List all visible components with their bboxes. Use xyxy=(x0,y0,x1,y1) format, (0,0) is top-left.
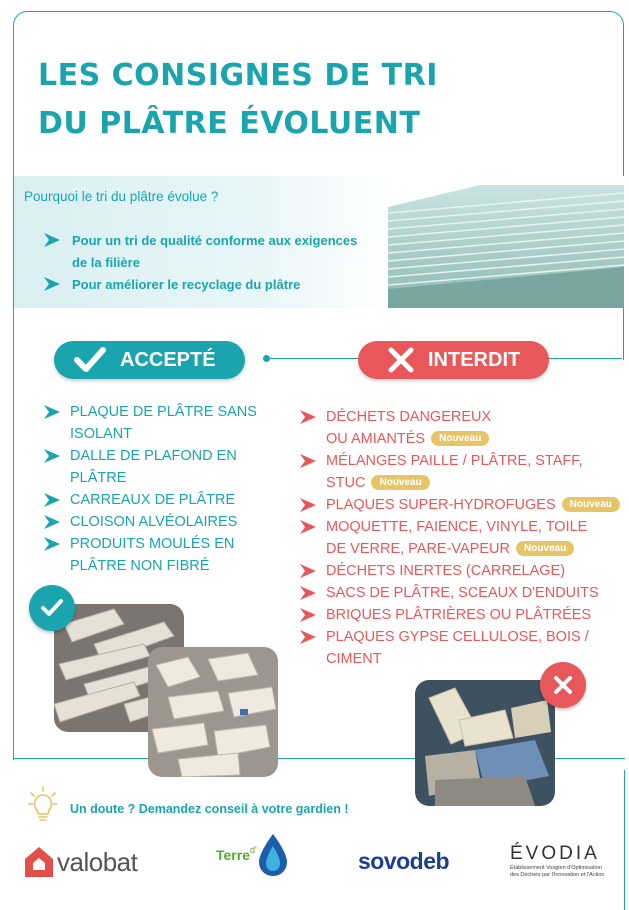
checkmark-icon xyxy=(74,347,106,373)
arrow-right-icon xyxy=(44,493,60,507)
sovodeb-logo: sovodeb xyxy=(358,848,450,874)
arrow-right-icon xyxy=(300,586,316,600)
arrow-right-icon xyxy=(44,233,60,247)
evodia-logo: ÉVODIA Établissement Vosgien d'Optimisation des Déchets par l'Innovation et l'Action xyxy=(510,843,605,878)
list-item: CARREAUX DE PLÂTRE xyxy=(44,489,284,511)
connector-dot xyxy=(263,355,270,362)
plasterboard-stack-image xyxy=(388,185,624,308)
title-line-2: DU PLÂTRE ÉVOLUENT xyxy=(38,106,421,141)
forbidden-label: INTERDIT xyxy=(428,348,521,371)
list-item: DÉCHETS INERTES (CARRELAGE) xyxy=(300,560,629,582)
list-item: PLAQUES GYPSE CELLULOSE, BOIS / CIMENT xyxy=(300,626,629,670)
reason-1: Pour un tri de qualité conforme aux exigences de la filière xyxy=(72,233,358,270)
forbidden-photo xyxy=(415,680,555,806)
accepted-list xyxy=(44,401,284,577)
list-item: BRIQUES PLÂTRIÈRES OU PLÂTRÉES xyxy=(300,604,629,626)
list-item: SACS DE PLÂTRE, SCEAUX D'ENDUITS xyxy=(300,582,629,604)
arrow-right-icon xyxy=(300,520,316,534)
new-badge: Nouveau xyxy=(516,541,574,556)
title-line-1: LES CONSIGNES DE TRI xyxy=(38,58,438,93)
cross-icon xyxy=(388,347,414,373)
water-drop-icon xyxy=(257,832,289,878)
arrow-right-icon xyxy=(44,277,60,291)
forbidden-list xyxy=(300,406,629,670)
arrow-right-icon xyxy=(44,537,60,551)
forbidden-cross-icon xyxy=(540,662,586,708)
why-question: Pourquoi le tri du plâtre évolue ? xyxy=(24,189,219,204)
list-item: PLAQUE DE PLÂTRE SANS ISOLANT xyxy=(44,401,284,445)
accepted-label: ACCEPTÉ xyxy=(120,348,216,371)
accepted-badge xyxy=(54,341,245,379)
arrow-right-icon xyxy=(44,515,60,529)
arrow-right-icon xyxy=(44,449,60,463)
arrow-right-icon xyxy=(44,405,60,419)
arrow-right-icon xyxy=(300,608,316,622)
lightbulb-icon xyxy=(28,786,58,822)
new-badge: Nouveau xyxy=(371,475,429,490)
valobat-logo: valobat xyxy=(24,846,137,878)
list-item: MOQUETTE, FAIENCE, VINYLE, TOILE DE VERRE, PARE-VAPEUR Nouveau xyxy=(300,516,629,560)
frame-left xyxy=(13,355,14,760)
arrow-right-icon xyxy=(300,630,316,644)
arrow-right-icon xyxy=(300,564,316,578)
forbidden-badge xyxy=(358,341,549,379)
list-item: PRODUITS MOULÉS EN PLÂTRE NON FIBRÉ xyxy=(44,533,284,577)
page-title xyxy=(38,52,438,148)
doubt-message: Un doute ? Demandez conseil à votre gardien ! xyxy=(70,802,349,816)
reason-2: Pour améliorer le recyclage du plâtre xyxy=(72,277,301,292)
terre-logo: Terre d' xyxy=(216,832,289,878)
arrow-right-icon xyxy=(300,498,316,512)
accepted-check-icon xyxy=(29,585,75,631)
house-icon xyxy=(24,846,54,878)
new-badge: Nouveau xyxy=(431,431,489,446)
list-item: DALLE DE PLAFOND EN PLÂTRE xyxy=(44,445,284,489)
list-item: CLOISON ALVÉOLAIRES xyxy=(44,511,284,533)
new-badge: Nouveau xyxy=(562,497,620,512)
list-item: DÉCHETS DANGEREUX OU AMIANTÉS Nouveau xyxy=(300,406,629,450)
frame-right-bottom xyxy=(624,770,625,910)
accepted-photo-2 xyxy=(148,647,278,777)
list-item: PLAQUES SUPER-HYDROFUGES Nouveau xyxy=(300,494,629,516)
arrow-right-icon xyxy=(300,454,316,468)
list-item: MÉLANGES PAILLE / PLÂTRE, STAFF, STUC Nouveau xyxy=(300,450,629,494)
arrow-right-icon xyxy=(300,410,316,424)
